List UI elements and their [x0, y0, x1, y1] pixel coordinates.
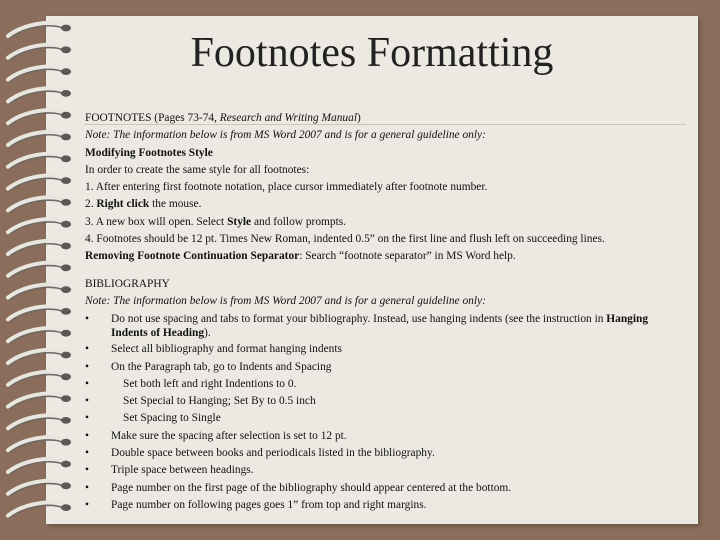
binding-hole — [61, 395, 71, 402]
binding-hole — [61, 373, 71, 380]
page-title: Footnotes Formatting — [190, 30, 554, 76]
bullet-icon: • — [85, 429, 89, 442]
binding-hole — [61, 330, 71, 337]
bibliography-item: • On the Paragraph tab, go to Indents and Spacing — [85, 359, 685, 376]
bibliography-sub-item: • Set both left and right Indentions to 0. — [85, 376, 685, 393]
modifying-label: Modifying Footnotes Style — [85, 146, 213, 159]
bibliography-heading: BIBLIOGRAPHY — [85, 277, 170, 290]
binding-hole — [61, 439, 71, 446]
bibliography-item: • Page number on following pages goes 1” from top and right margins. — [85, 497, 685, 514]
binding-hole — [61, 461, 71, 468]
bibliography-item: • Make sure the spacing after selection is set to 12 pt. — [85, 428, 685, 445]
bibliography-sub-item: • Set Special to Hanging; Set By to 0.5 inch — [85, 393, 685, 410]
binding-hole — [61, 482, 71, 489]
bibliography-note: Note: The information below is from MS Word 2007 and is for a general guideline only: — [85, 294, 486, 307]
footnotes-step-3: 3. A new box will open. Select Style and follow prompts. — [85, 215, 347, 228]
bibliography-item: • Triple space between headings. — [85, 462, 685, 479]
binding-hole — [61, 112, 71, 119]
bibliography-item: • Double space between books and periodicals listed in the bibliography. — [85, 445, 685, 462]
binding-hole — [61, 264, 71, 271]
bibliography-item: • Page number on the first page of the bibliography should appear centered at the bottom. — [85, 480, 685, 497]
binding-hole — [61, 134, 71, 141]
bullet-icon: • — [85, 412, 89, 425]
footnotes-heading: FOOTNOTES (Pages 73-74, Research and Writing Manual) — [85, 112, 361, 124]
bibliography-sub-item: • Set Spacing to Single — [85, 410, 685, 427]
footnotes-step-1: 1. After entering first footnote notation, place cursor immediately after footnote number. — [85, 181, 488, 194]
binding-hole — [61, 199, 71, 206]
binding-hole — [61, 221, 71, 228]
footnotes-intro: In order to create the same style for all footnotes: — [85, 163, 310, 176]
bullet-icon: • — [85, 447, 89, 460]
bullet-icon: • — [85, 481, 89, 494]
footnotes-step-4: 4. Footnotes should be 12 pt. Times New Roman, indented 0.5” on the first line and flush left on succeeding lines. — [85, 233, 605, 246]
binding-hole — [61, 504, 71, 511]
spiral-binding-icon — [0, 16, 80, 524]
bullet-icon: • — [85, 343, 89, 356]
binding-hole — [61, 243, 71, 250]
binding-hole — [61, 352, 71, 359]
section-gap — [85, 266, 685, 276]
bullet-icon: • — [85, 464, 89, 477]
binding-hole — [61, 155, 71, 162]
content-body — [85, 110, 685, 514]
binding-hole — [61, 286, 71, 293]
bibliography-item: • Select all bibliography and format hanging indents — [85, 341, 685, 358]
binding-hole — [61, 177, 71, 184]
bullet-icon: • — [85, 313, 89, 326]
bibliography-item-1: • Do not use spacing and tabs to format your bibliography. Instead, use hanging indents (see the instruction in Hanging Indents of Heading). — [85, 313, 649, 340]
footnotes-step-2: 2. Right click the mouse. — [85, 198, 202, 211]
bullet-icon: • — [85, 395, 89, 408]
binding-hole — [61, 90, 71, 97]
binding-hole — [61, 308, 71, 315]
bullet-icon: • — [85, 360, 89, 373]
bullet-icon: • — [85, 377, 89, 390]
footnotes-note: Note: The information below is from MS Word 2007 and is for a general guideline only: — [85, 129, 486, 142]
bullet-icon: • — [85, 498, 89, 511]
binding-hole — [61, 417, 71, 424]
removing-separator: Removing Footnote Continuation Separator: Search “footnote separator” in MS Word help. — [85, 250, 516, 263]
